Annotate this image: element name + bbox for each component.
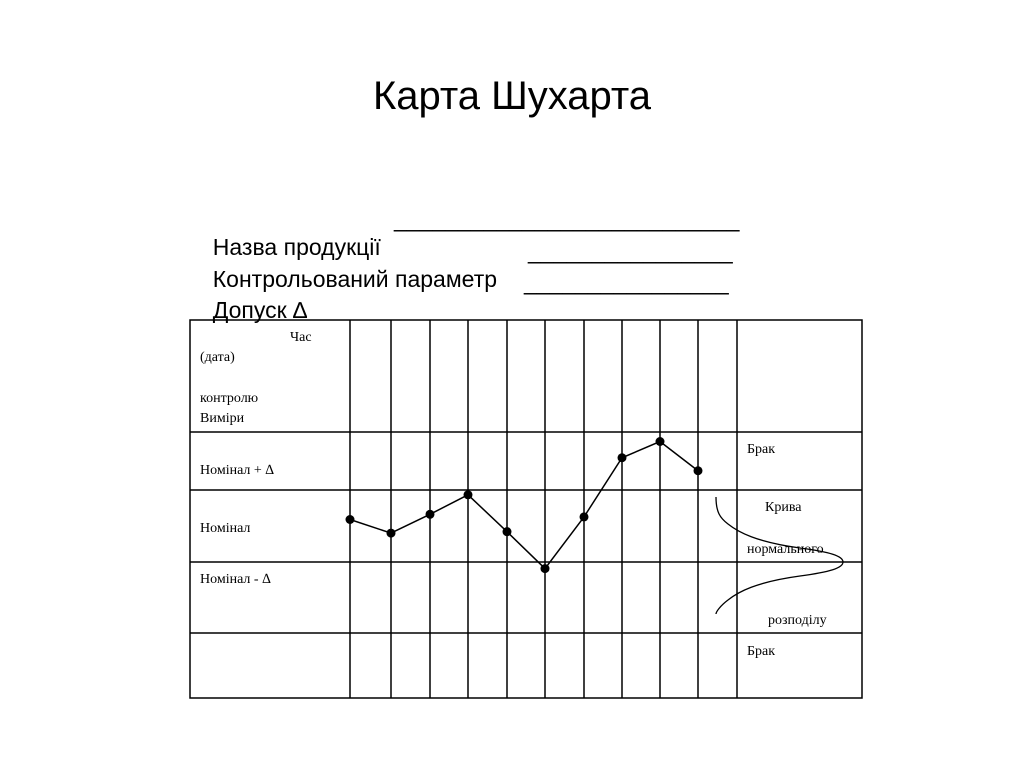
row-label-lower: Номінал - ∆	[200, 572, 271, 587]
data-point	[618, 453, 627, 462]
data-point	[464, 490, 473, 499]
measurement-series	[346, 437, 703, 573]
product-name-blank: ___________________________	[394, 206, 740, 232]
curve-label-line-3: розподілу	[768, 613, 827, 628]
curve-label-line-2: нормального	[747, 542, 824, 557]
header-date: (дата)	[200, 350, 235, 365]
data-point	[426, 510, 435, 519]
data-point	[656, 437, 665, 446]
data-point	[541, 564, 550, 573]
parameter-blank: ________________	[528, 238, 733, 264]
parameter-label: Контрольований параметр	[212, 266, 498, 292]
lower-reject-label: Брак	[747, 644, 776, 659]
page-title: Карта Шухарта	[372, 74, 652, 118]
data-point	[346, 515, 355, 524]
series-line	[350, 442, 698, 569]
table-grid	[190, 320, 862, 698]
data-point	[580, 512, 589, 521]
tolerance-blank: ________________	[524, 269, 729, 295]
tolerance-label: Допуск ∆	[212, 297, 308, 323]
data-point	[503, 527, 512, 536]
header-time: Час	[290, 330, 312, 345]
row-label-upper: Номінал + ∆	[200, 463, 274, 478]
data-point	[387, 529, 396, 538]
row-label-nominal: Номінал	[200, 521, 251, 536]
table-border	[190, 320, 862, 698]
upper-reject-label: Брак	[747, 442, 776, 457]
header-control: контролю	[200, 391, 259, 406]
product-name-label: Назва продукції	[212, 234, 381, 260]
data-point	[694, 466, 703, 475]
curve-label-line-1: Крива	[765, 500, 802, 515]
header-measurements: Виміри	[200, 411, 245, 426]
